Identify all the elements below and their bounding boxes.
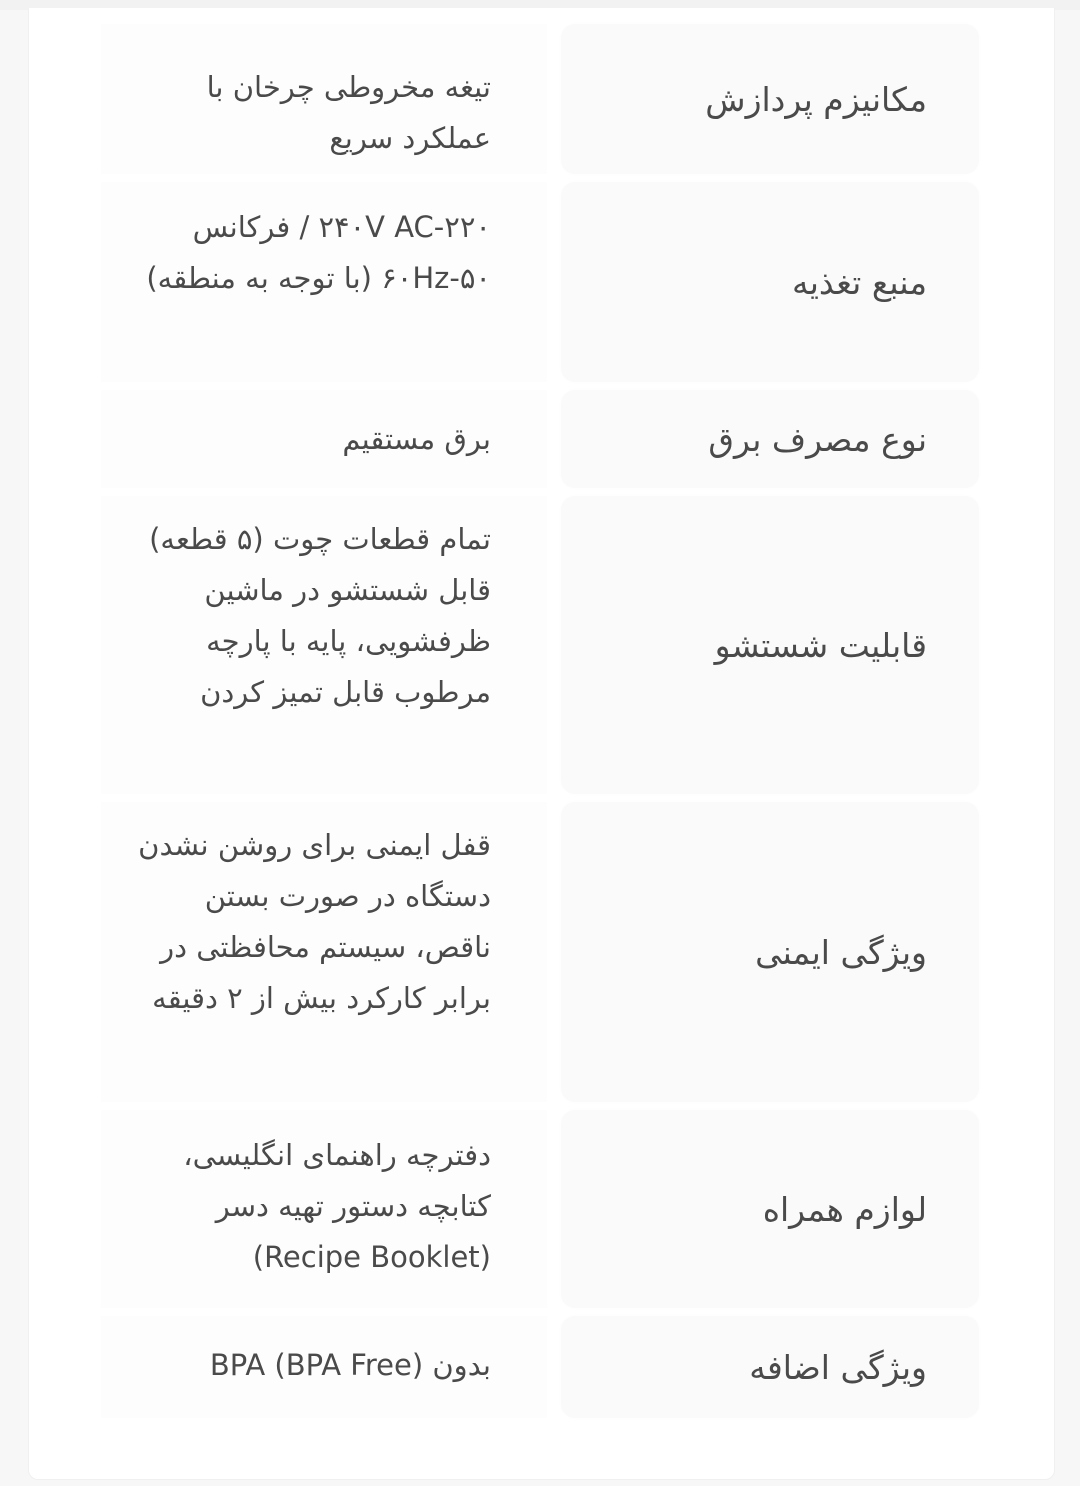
spec-value	[101, 802, 547, 1102]
spec-value	[101, 1110, 547, 1308]
spec-value	[101, 24, 547, 174]
specifications-card	[28, 8, 1055, 1480]
spec-value-text: تمام قطعات چوت (۵ قطعه) قابل شستشو در ماشین ظرفشویی، پایه با پارچه مرطوب قابل تمیز کردن	[149, 522, 491, 709]
spec-value-text: برق مستقیم	[342, 422, 491, 456]
spec-value-text: تیغه مخروطی چرخان با عملکرد سریع	[206, 70, 491, 155]
spec-label: لوازم همراه	[561, 1110, 979, 1308]
spec-value	[101, 1316, 547, 1418]
spec-label: نوع مصرف برق	[561, 390, 979, 488]
spec-row-washability	[99, 496, 979, 794]
spec-row-safety-feature	[99, 802, 979, 1102]
spec-value-text: دفترچه راهنمای انگلیسی، کتابچه دستور تهیه دسر (Recipe Booklet)	[183, 1138, 491, 1274]
spec-value	[101, 496, 547, 794]
spec-label: مکانیزم پردازش	[561, 24, 979, 174]
spec-row-extra-feature	[99, 1316, 979, 1418]
spec-value	[101, 182, 547, 382]
spec-value-text: قفل ایمنی برای روشن نشدن دستگاه در صورت بستن ناقص، سیستم محافظتی در برابر کارکرد بیش از ۲ دقیقه	[138, 828, 491, 1015]
spec-label: منبع تغذیه	[561, 182, 979, 382]
spec-row-processing-mechanism	[99, 24, 979, 174]
spec-row-accessories	[99, 1110, 979, 1308]
spec-label: ویژگی ایمنی	[561, 802, 979, 1102]
spec-label: ویژگی اضافه	[561, 1316, 979, 1418]
spec-label: قابلیت شستشو	[561, 496, 979, 794]
spec-row-power-supply	[99, 182, 979, 382]
spec-value	[101, 390, 547, 488]
specifications-table	[99, 24, 979, 1426]
spec-row-power-type	[99, 390, 979, 488]
spec-value-text: ۲۴۰V AC-۲۲۰ / فرکانس ۶۰Hz-۵۰ (با توجه به منطقه)	[146, 210, 491, 295]
spec-value-text: بدون BPA (BPA Free)	[209, 1348, 491, 1382]
